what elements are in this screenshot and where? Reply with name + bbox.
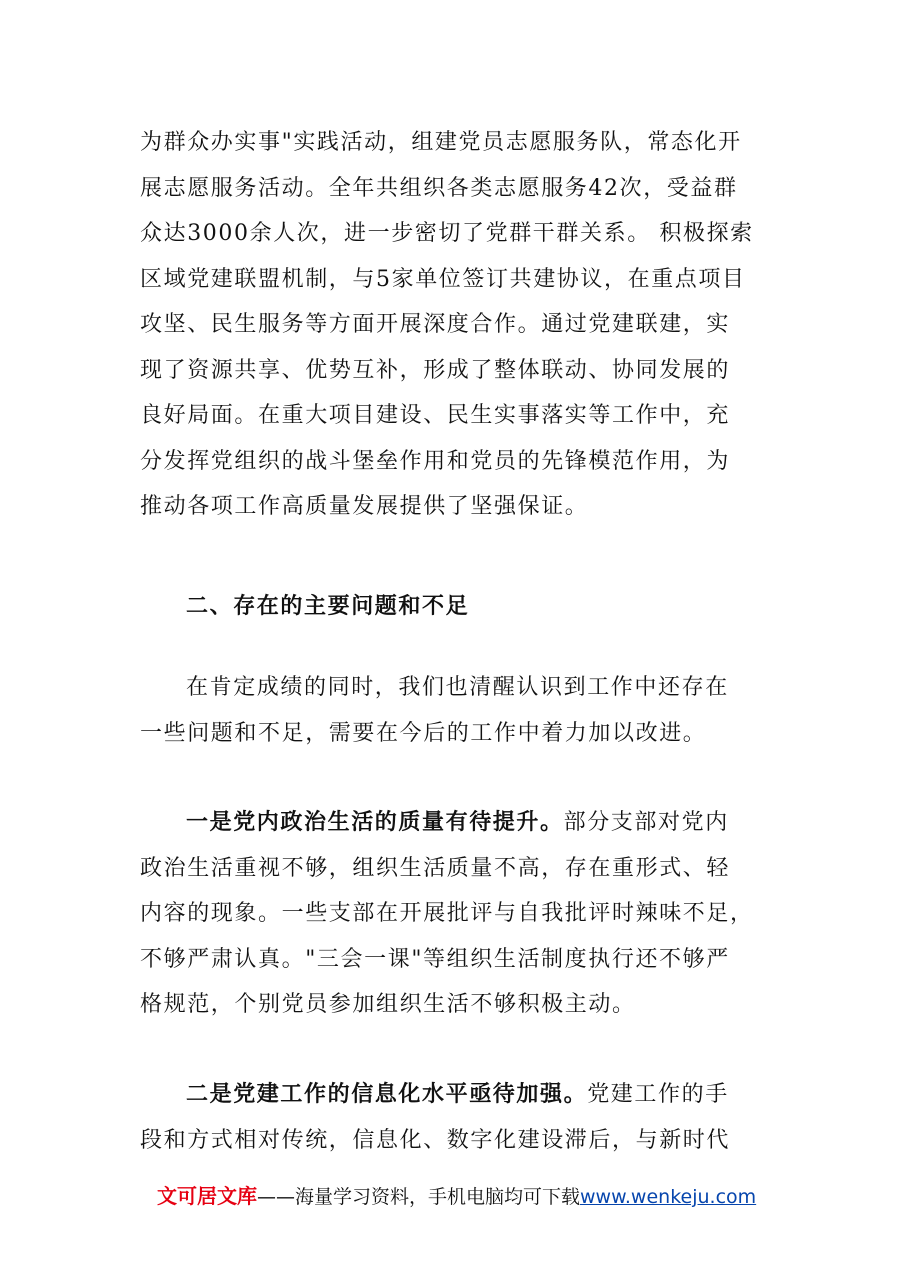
paragraph-line: 为群众办实事"实践活动，组建党员志愿服务队，常态化开 — [140, 130, 742, 155]
paragraph-line: 格规范，个别党员参加组织生活不够积极主动。 — [140, 992, 636, 1017]
paragraph-line: 段和方式相对传统，信息化、数字化建设滞后，与新时代 — [140, 1127, 731, 1153]
paragraph-problem-one — [140, 800, 780, 1028]
paragraph-line: 众达3000余人次，进一步密切了党群干群关系。 积极探索 — [140, 221, 754, 246]
paragraph-line: 不够严肃认真。"三会一课"等组织生活制度执行还不够严 — [140, 946, 730, 972]
section-heading: 二、存在的主要问题和不足 — [186, 594, 470, 619]
problem-one-lead: 一是党内政治生活的质量有待提升。 — [186, 810, 564, 835]
footer-banner — [157, 1180, 756, 1209]
paragraph-problem-two — [140, 1072, 780, 1163]
paragraph-line: 区域党建联盟机制，与5家单位签订共建协议，在重点项目 — [140, 266, 746, 292]
paragraph-line: 推动各项工作高质量发展提供了坚强保证。 — [140, 494, 589, 519]
footer-tagline: ——海量学习资料，手机电脑均可下载 — [257, 1186, 581, 1208]
paragraph-line: 分发挥党组织的战斗堡垒作用和党员的先锋模范作用，为 — [140, 448, 731, 474]
footer-website-link[interactable]: www.wenkeju.com — [580, 1186, 757, 1208]
problem-one-rest: 部分支部对党内 — [563, 810, 729, 835]
paragraph-first-line — [140, 1072, 780, 1118]
footer-brand: 文可居文库 — [157, 1184, 257, 1208]
paragraph-line: 良好局面。在重大项目建设、民生实事落实等工作中，充 — [140, 403, 731, 428]
paragraph-line: 内容的现象。一些支部在开展批评与自我批评时辣味不足， — [140, 901, 754, 926]
paragraph-intro-problems — [140, 665, 780, 756]
problem-two-lead: 二是党建工作的信息化水平亟待加强。 — [186, 1082, 588, 1107]
paragraph-first-line — [140, 800, 780, 846]
paragraph-line: 政治生活重视不够，组织生活质量不高，存在重形式、轻 — [140, 855, 731, 881]
paragraph-volunteer-and-alliance — [140, 120, 780, 530]
paragraph-line: 攻坚、民生服务等方面开展深度合作。通过党建联建，实 — [140, 312, 731, 337]
paragraph-line: 在肯定成绩的同时，我们也清醒认识到工作中还存在 — [186, 675, 729, 700]
paragraph-line: 一些问题和不足，需要在今后的工作中着力加以改进。 — [140, 720, 707, 746]
paragraph-line: 现了资源共享、优势互补，形成了整体联动、协同发展的 — [140, 357, 731, 383]
problem-two-rest: 党建工作的手 — [587, 1082, 729, 1107]
paragraph-line: 展志愿服务活动。全年共组织各类志愿服务42次，受益群 — [140, 175, 738, 201]
